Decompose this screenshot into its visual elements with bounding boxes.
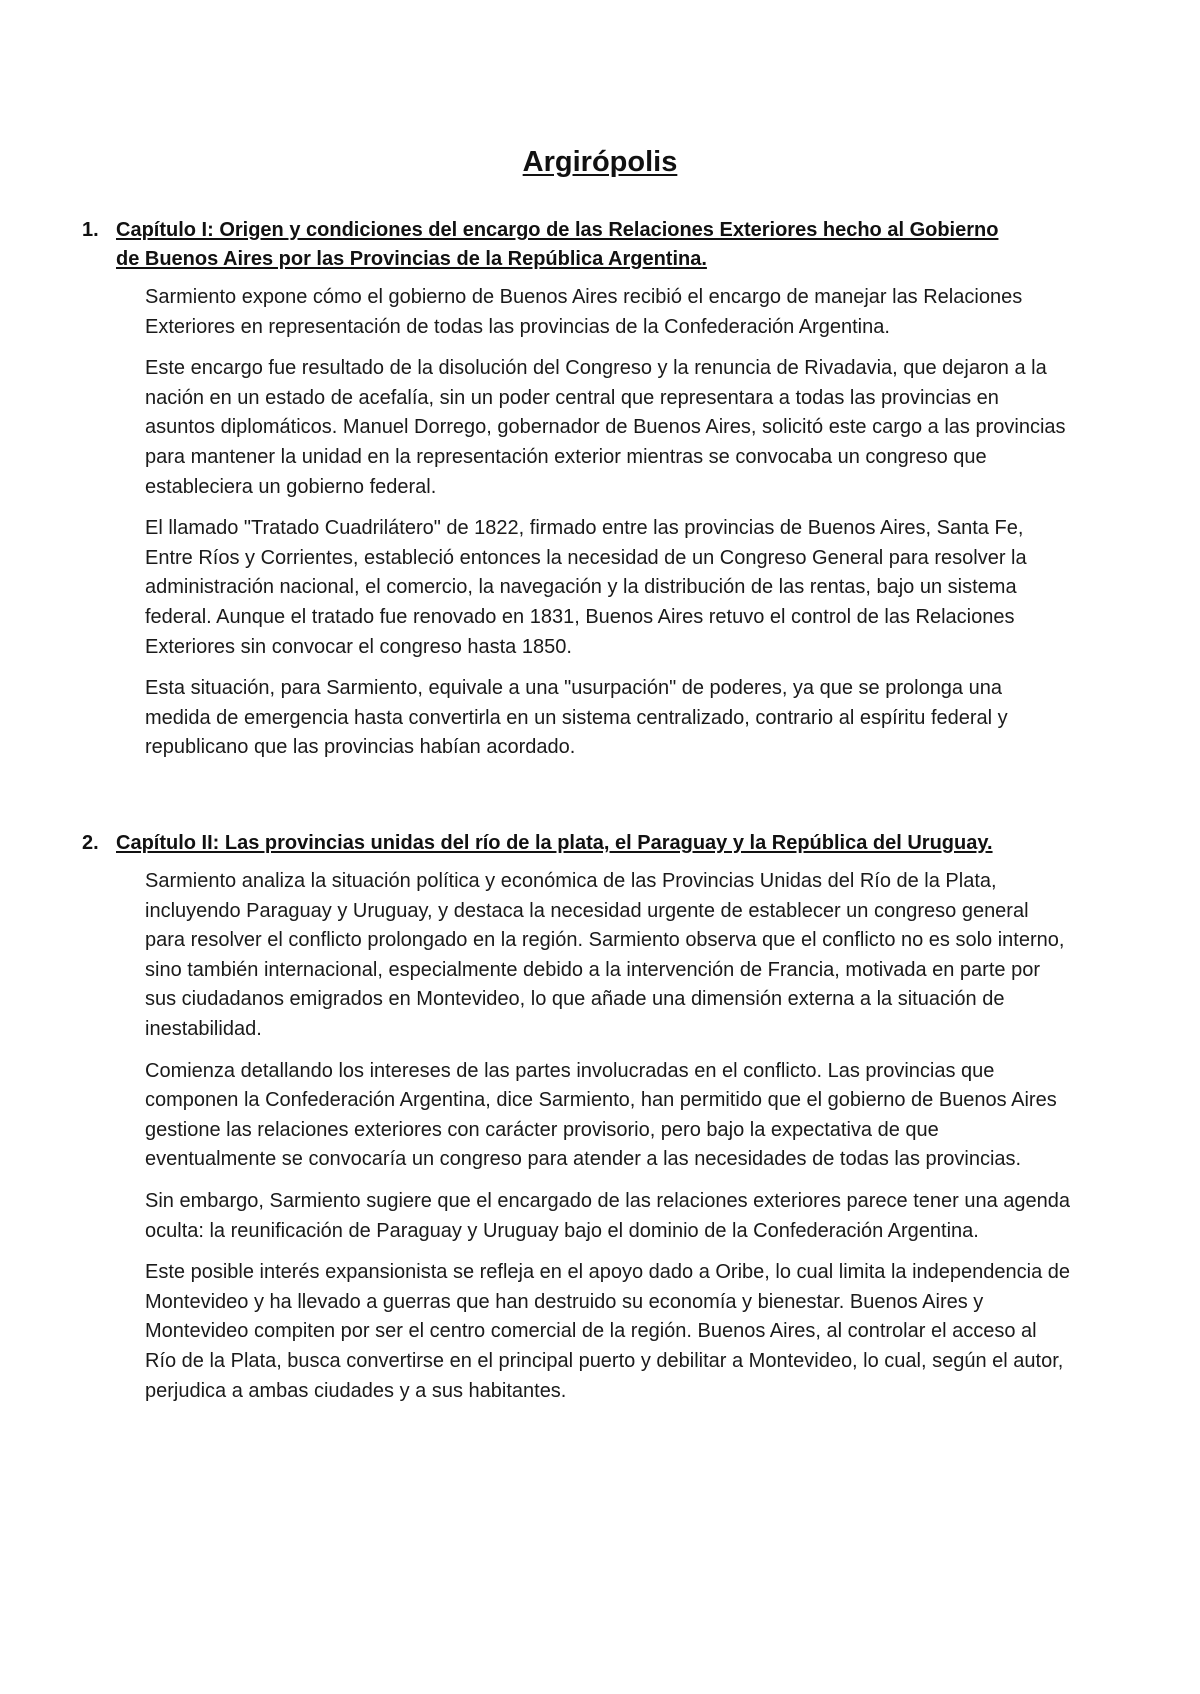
chapter-section (0, 216, 1200, 763)
paragraph: Sarmiento expone cómo el gobierno de Buenos Aires recibió el encargo de manejar las Relaciones Exteriores en representación de todas las provincias de la Confederación Argentina. (145, 286, 1023, 338)
paragraph: Comienza detallando los intereses de las partes involucradas en el conflicto. Las provincias que componen la Confederación Argentina, dice Sarmiento, han permitido que el gobierno de Buenos Aires gestione las relaciones exteriores con carácter provisorio, pero bajo la expectativa de que eventualmente se convocaría un congreso para atender a las necesidades de todas las provincias. (145, 1059, 1057, 1171)
paragraph: Este posible interés expansionista se refleja en el apoyo dado a Oribe, lo cual limita la independencia de Montevideo y ha llevado a guerras que han destruido su economía y bienestar. Buenos Aires y Montevideo compiten por ser el centro comercial de la región. Buenos Aires, al controlar el acceso al Río de la Plata, busca convertirse en el principal puerto y debilitar a Montevideo, lo cual, según el autor, perjudica a ambas ciudades y a sus habitantes. (145, 1261, 1071, 1402)
chapter-section (0, 829, 1200, 1406)
chapter-heading (0, 829, 1200, 858)
list-number: 2. (82, 832, 99, 854)
chapter-heading (0, 216, 1200, 274)
paragraph: Sin embargo, Sarmiento sugiere que el encargado de las relaciones exteriores parece tener una agenda oculta: la reunificación de Paraguay y Uruguay bajo el dominio de la Confederación Argentina. (145, 1189, 1071, 1242)
paragraph: Sarmiento analiza la situación política y económica de las Provincias Unidas del Río de la Plata, incluyendo Paraguay y Uruguay, y destaca la necesidad urgente de establecer un congreso general para resolver el conflicto prolongado en la región. Sarmiento observa que el conflicto no es solo interno, sino también internacional, especialmente debido a la intervención de Francia, motivada en parte por sus ciudadanos emigrados en Montevideo, lo que añade una dimensión externa a la situación de inestabilidad. (145, 870, 1065, 1040)
chapter-heading-text: Capítulo I: Origen y condiciones del encargo de las Relaciones Exteriores hecho al Gobierno de Buenos Aires por las Provincias de la República Argentina. (116, 219, 999, 270)
paragraph: Este encargo fue resultado de la disolución del Congreso y la renuncia de Rivadavia, que dejaron a la nación en un estado de acefalía, sin un poder central que representara a todas las provincias en asuntos diplomáticos. Manuel Dorrego, gobernador de Buenos Aires, solicitó este cargo a las provincias para mantener la unidad en la representación exterior mientras se convocaba un congreso que estableciera un gobierno federal. (145, 357, 1066, 498)
page-title: Argirópolis (522, 146, 678, 178)
list-number: 1. (82, 219, 99, 241)
paragraph: Esta situación, para Sarmiento, equivale a una "usurpación" de poderes, ya que se prolonga una medida de emergencia hasta convertirla en un sistema centralizado, contrario al espíritu federal y republicano que las provincias habían acordado. (145, 677, 1008, 759)
paragraph: El llamado "Tratado Cuadrilátero" de 1822, firmado entre las provincias de Buenos Aires, Santa Fe, Entre Ríos y Corrientes, estableció entonces la necesidad de un Congreso General para resolver la administración nacional, el comercio, la navegación y la distribución de las rentas, bajo un sistema federal. Aunque el tratado fue renovado en 1831, Buenos Aires retuvo el control de las Relaciones Exteriores sin convocar el congreso hasta 1850. (145, 517, 1027, 658)
chapter-heading-text: Capítulo II: Las provincias unidas del río de la plata, el Paraguay y la República del Uruguay. (116, 832, 993, 854)
